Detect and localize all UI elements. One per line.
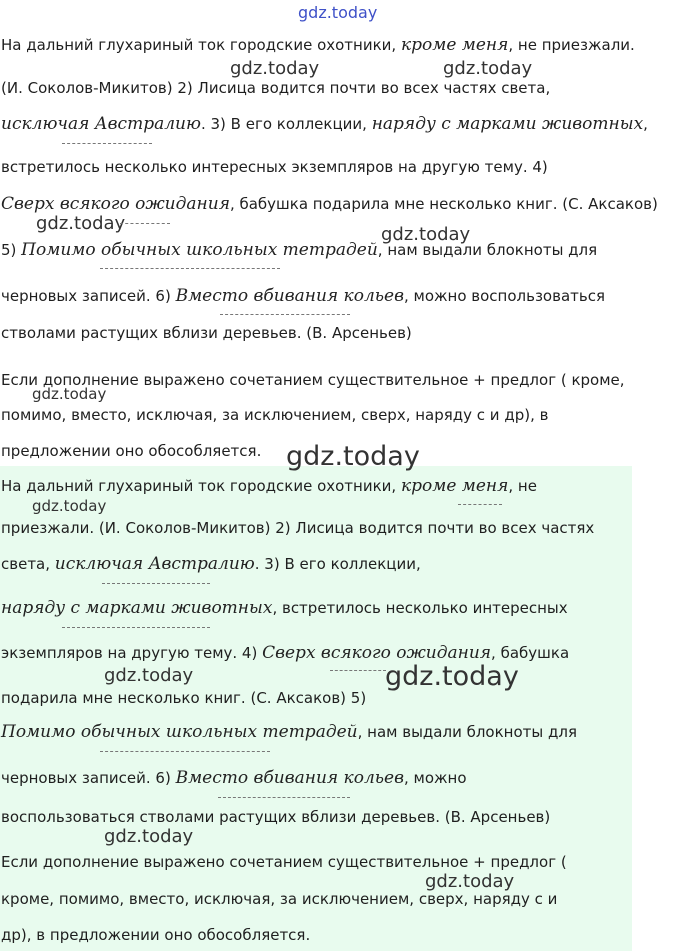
watermark: gdz.today [32, 497, 107, 515]
text-line: подарила мне несколько книг. (С. Аксаков) 5) [1, 689, 367, 707]
text-line: исключая Австралию. 3) В его коллекции, наряду с марками животных, [1, 114, 648, 134]
text-line: 5) Помимо обычных школьных тетрадей, нам выдали блокноты для [1, 240, 598, 260]
text-line: встретилось несколько интересных экземпляров на другую тему. 4) [1, 158, 548, 176]
watermark-top: gdz.today [298, 3, 378, 22]
text-line: воспользоваться стволами растущих вблизи деревьев. (В. Арсеньев) [1, 808, 551, 826]
adverbial-underline [100, 751, 270, 752]
text-line: (И. Соколов-Микитов) 2) Лисица водится почти во всех частях света, [1, 79, 551, 97]
adverbial-underline [218, 797, 350, 798]
adverbial-underline [100, 268, 280, 269]
text-line: На дальний глухариный ток городские охотники, кроме меня, не приезжали. [1, 35, 635, 55]
watermark: gdz.today [104, 665, 194, 686]
adverbial-underline [330, 670, 386, 671]
watermark: gdz.today [36, 213, 126, 234]
watermark: gdz.today [32, 385, 107, 403]
watermark: gdz.today [385, 661, 519, 692]
rule-line: др), в предложении оно обособляется. [1, 926, 311, 944]
watermark: gdz.today [286, 441, 420, 472]
text-line: черновых записей. 6) Вместо вбивания кольев, можно воспользоваться [1, 286, 605, 306]
text-line: Помимо обычных школьных тетрадей, нам выдали блокноты для [1, 722, 577, 742]
adverbial-underline [62, 143, 152, 144]
rule-line: предложении оно обособляется. [1, 442, 262, 460]
rule-line: Если дополнение выражено сочетанием существительное + предлог ( кроме, [1, 371, 625, 389]
answer-highlight [0, 466, 632, 951]
text-line: приезжали. (И. Соколов-Микитов) 2) Лисица водится почти во всех частях [1, 519, 595, 537]
text-line: стволами растущих вблизи деревьев. (В. Арсеньев) [1, 324, 412, 342]
watermark: gdz.today [230, 58, 320, 79]
adverbial-underline [120, 223, 170, 224]
text-line: На дальний глухариный ток городские охотники, кроме меня, не [1, 476, 537, 496]
adverbial-underline [62, 627, 210, 628]
rule-line: Если дополнение выражено сочетанием существительное + предлог ( [1, 853, 567, 871]
text-line: Сверх всякого ожидания, бабушка подарила мне несколько книг. (С. Аксаков) [1, 194, 658, 214]
rule-line: помимо, вместо, исключая, за исключением, сверх, наряду с и др), в [1, 406, 549, 424]
text-line: черновых записей. 6) Вместо вбивания кольев, можно [1, 768, 467, 788]
watermark: gdz.today [104, 826, 194, 847]
watermark: gdz.today [425, 871, 515, 892]
text-line: наряду с марками животных, встретилось несколько интересных [1, 598, 568, 618]
adverbial-underline [220, 314, 350, 315]
adverbial-underline [102, 583, 210, 584]
adverbial-underline [458, 504, 502, 505]
rule-line: кроме, помимо, вместо, исключая, за исключением, сверх, наряду с и [1, 890, 558, 908]
text-line: экземпляров на другую тему. 4) Сверх всякого ожидания, бабушка [1, 643, 570, 663]
watermark: gdz.today [443, 58, 533, 79]
text-line: света, исключая Австралию. 3) В его коллекции, [1, 554, 421, 574]
watermark: gdz.today [381, 224, 471, 245]
